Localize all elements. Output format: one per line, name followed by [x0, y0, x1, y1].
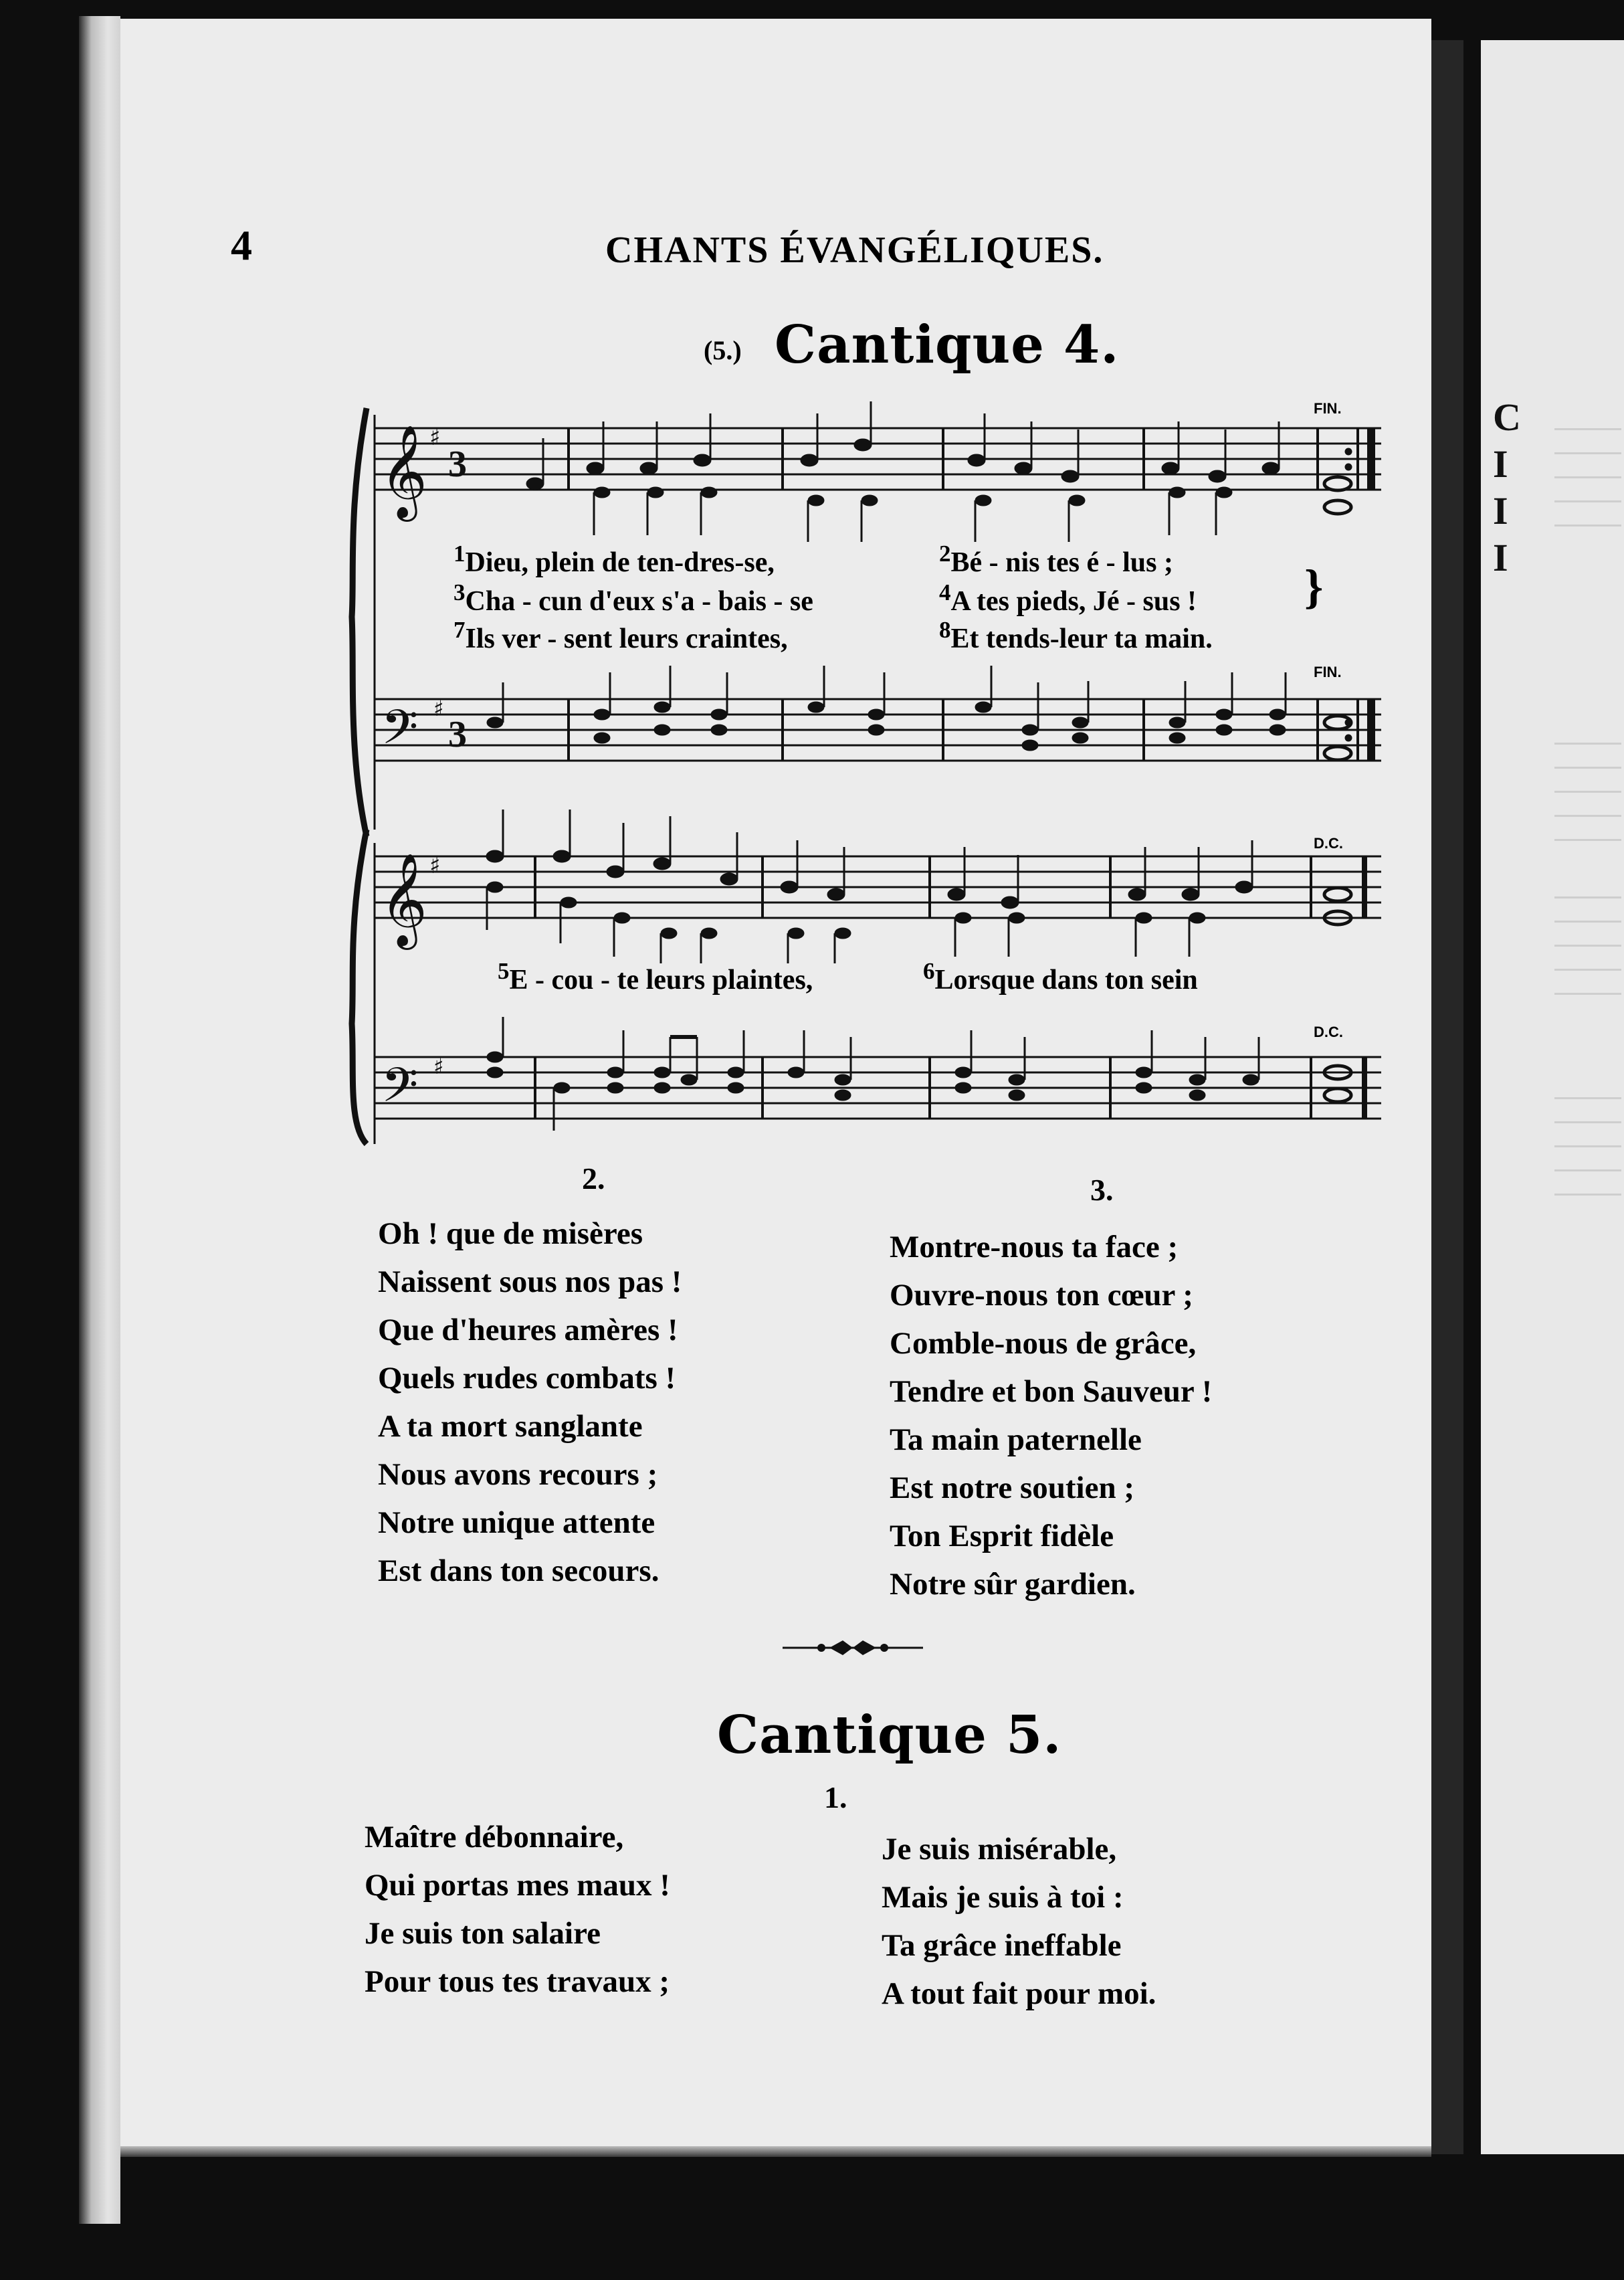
page-bottom-edge [120, 2146, 1431, 2157]
adjacent-page [1481, 40, 1624, 2154]
hymn-title: Cantique 4. [775, 314, 1120, 375]
lyric-line [939, 579, 1197, 618]
verse-line: Tendre et bon Sauveur ! [890, 1374, 1213, 1409]
notes-staff-1 [526, 401, 1352, 542]
verse-line: Ouvre-nous ton cœur ; [890, 1278, 1193, 1313]
hymn5-col-2 [882, 1825, 1156, 2018]
lyric-text: Ils ver - sent leurs craintes, [465, 624, 788, 654]
verse-line: Naissent sous nos pas ! [378, 1264, 682, 1299]
lyric-text: E - cou - te leurs plaintes, [509, 965, 813, 995]
adjacent-page-fragment: I [1493, 489, 1508, 533]
bass-clef-icon: 𝄢 [381, 700, 419, 767]
verse-line: Ta main paternelle [890, 1422, 1142, 1457]
verse-number: 5 [498, 958, 510, 984]
sharp-icon: ♯ [433, 1054, 444, 1079]
sharp-icon: ♯ [429, 424, 441, 451]
fine-marker: FIN. [1314, 664, 1342, 680]
stanza-2 [378, 1210, 682, 1595]
lyric-line [453, 579, 813, 618]
bass-staff-2 [375, 1057, 1381, 1119]
time-signature: 3 [448, 444, 467, 485]
verse-line: Qui portas mes maux ! [365, 1868, 670, 1903]
adjacent-page-fragment: I [1493, 442, 1508, 486]
adjacent-staff-ghost [1554, 1097, 1621, 1218]
sharp-icon: ♯ [433, 696, 444, 721]
verse-line: A tout fait pour moi. [882, 1976, 1156, 2011]
verse-line: Quels rudes combats ! [378, 1361, 676, 1396]
verse-number: 7 [453, 617, 466, 643]
dc-marker: D.C. [1314, 835, 1343, 852]
verse-line: Maître débonnaire, [365, 1820, 624, 1855]
stanza-number: 2. [582, 1161, 605, 1196]
stanza-number: 1. [824, 1780, 847, 1814]
system-brace [352, 408, 367, 836]
verse-line: Ton Esprit fidèle [890, 1519, 1114, 1553]
verse-line: Comble-nous de grâce, [890, 1326, 1197, 1361]
lyric-text: Dieu, plein de ten-dres-se, [465, 547, 775, 578]
adjacent-staff-ghost [1554, 743, 1621, 863]
verse-line: Est notre soutien ; [890, 1470, 1134, 1505]
book-spine [79, 16, 120, 2224]
lyric-line [939, 541, 1173, 579]
lyric-text: Bé - nis tes é - lus ; [950, 547, 1173, 578]
system-brace [352, 830, 367, 1144]
verse-number: 2 [939, 541, 951, 567]
lyric-text: Cha - cun d'eux s'a - bais - se [465, 586, 813, 617]
verse-line: Oh ! que de misères [378, 1216, 643, 1251]
adjacent-page-fragment: I [1493, 536, 1508, 579]
ornament-divider [783, 1638, 923, 1658]
hymn5-col-1 [365, 1813, 670, 2006]
lyric-text: Et tends-leur ta main. [950, 624, 1213, 654]
sheet-music [348, 375, 1391, 1151]
page-number: 4 [231, 221, 252, 269]
verse-line: Je suis ton salaire [365, 1916, 601, 1951]
verse-line: Notre unique attente [378, 1505, 655, 1540]
dc-marker: D.C. [1314, 1024, 1343, 1040]
verse-line: Mais je suis à toi : [882, 1880, 1124, 1915]
notes-bass-2 [487, 1017, 1351, 1131]
lyric-line [923, 958, 1198, 996]
sharp-icon: ♯ [429, 852, 441, 879]
verse-number: 4 [939, 579, 951, 605]
treble-staff-2 [375, 856, 1381, 918]
fine-marker: FIN. [1314, 400, 1342, 417]
lyric-line [453, 617, 788, 655]
treble-staff-1 [375, 428, 1381, 490]
adjacent-page-fragment: C [1493, 395, 1521, 439]
verse-number: 6 [923, 958, 935, 984]
lyric-line [498, 958, 813, 996]
verse-number: 1 [453, 541, 466, 567]
hymn-title: Cantique 5. [717, 1705, 1062, 1766]
hymn-number: (5.) [704, 335, 742, 365]
running-title: CHANTS ÉVANGÉLIQUES. [605, 229, 1104, 271]
stanza-number: 3. [1090, 1173, 1114, 1207]
time-signature: 3 [448, 714, 467, 755]
verse-line: Notre sûr gardien. [890, 1567, 1136, 1602]
verse-line: Je suis misérable, [882, 1832, 1117, 1867]
verse-line: Nous avons recours ; [378, 1457, 658, 1492]
treble-clef-icon: 𝄞 [380, 853, 427, 946]
treble-clef-icon: 𝄞 [380, 425, 427, 518]
verse-brace: } [1304, 560, 1324, 613]
verse-line: Est dans ton secours. [378, 1553, 659, 1588]
page-gutter [1431, 40, 1463, 2154]
lyric-line [939, 617, 1213, 655]
verse-line: Ta grâce ineffable [882, 1928, 1122, 1963]
bass-clef-icon: 𝄢 [381, 1058, 419, 1125]
lyric-text: A tes pieds, Jé - sus ! [950, 586, 1197, 617]
verse-line: Montre-nous ta face ; [890, 1230, 1179, 1264]
lyric-line [453, 541, 775, 579]
verse-number: 3 [453, 579, 466, 605]
verse-line: A ta mort sanglante [378, 1409, 643, 1444]
stanza-3 [890, 1223, 1212, 1608]
verse-line: Pour tous tes travaux ; [365, 1964, 670, 1999]
adjacent-staff-ghost [1554, 896, 1621, 1017]
adjacent-staff-ghost [1554, 428, 1621, 549]
verse-line: Que d'heures amères ! [378, 1313, 678, 1347]
verse-number: 8 [939, 617, 951, 643]
lyric-text: Lorsque dans ton sein [934, 965, 1198, 995]
